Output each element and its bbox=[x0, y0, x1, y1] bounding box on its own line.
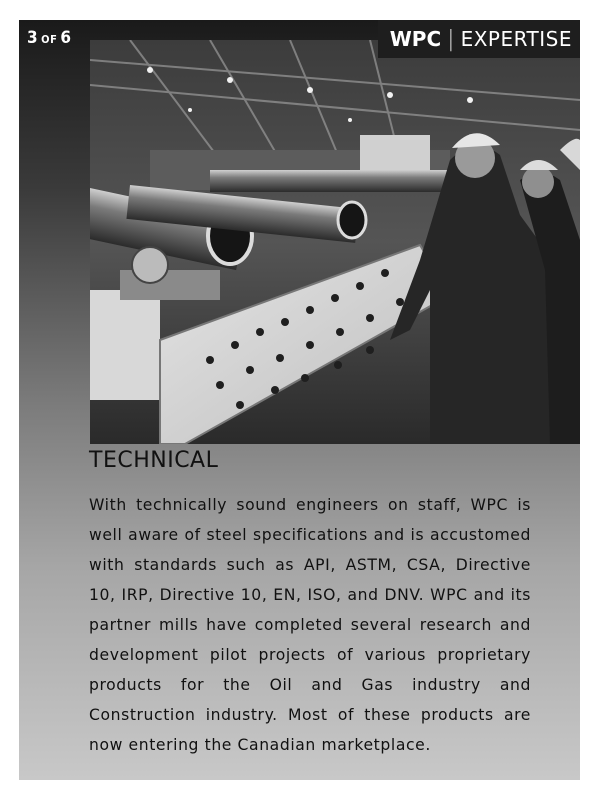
factory-photo-illustration bbox=[90, 40, 580, 444]
page-current: 3 bbox=[27, 28, 39, 48]
header-separator: | bbox=[447, 26, 455, 52]
page-indicator bbox=[27, 28, 72, 48]
factory-photo bbox=[90, 40, 580, 444]
brand-name: WPC bbox=[389, 27, 442, 51]
page-total: 6 bbox=[60, 28, 72, 48]
section-heading: TECHNICAL bbox=[89, 448, 219, 473]
section-name: EXPERTISE bbox=[460, 27, 572, 51]
body-paragraph: With technically sound engineers on staff, WPC is well aware of steel specifications and is accustomed with standards such as API, ASTM, CSA, Directive 10, IRP, Directive 10, EN, ISO, and DNV. WPC and its partner mills have completed several research and development pilot projects of various proprietary products for the Oil and Gas industry and Construction industry. Most of these products are now entering the Canadian marketplace. bbox=[89, 496, 531, 754]
page-of: OF bbox=[41, 33, 58, 46]
section-header bbox=[378, 20, 580, 58]
brochure-page bbox=[19, 20, 580, 780]
